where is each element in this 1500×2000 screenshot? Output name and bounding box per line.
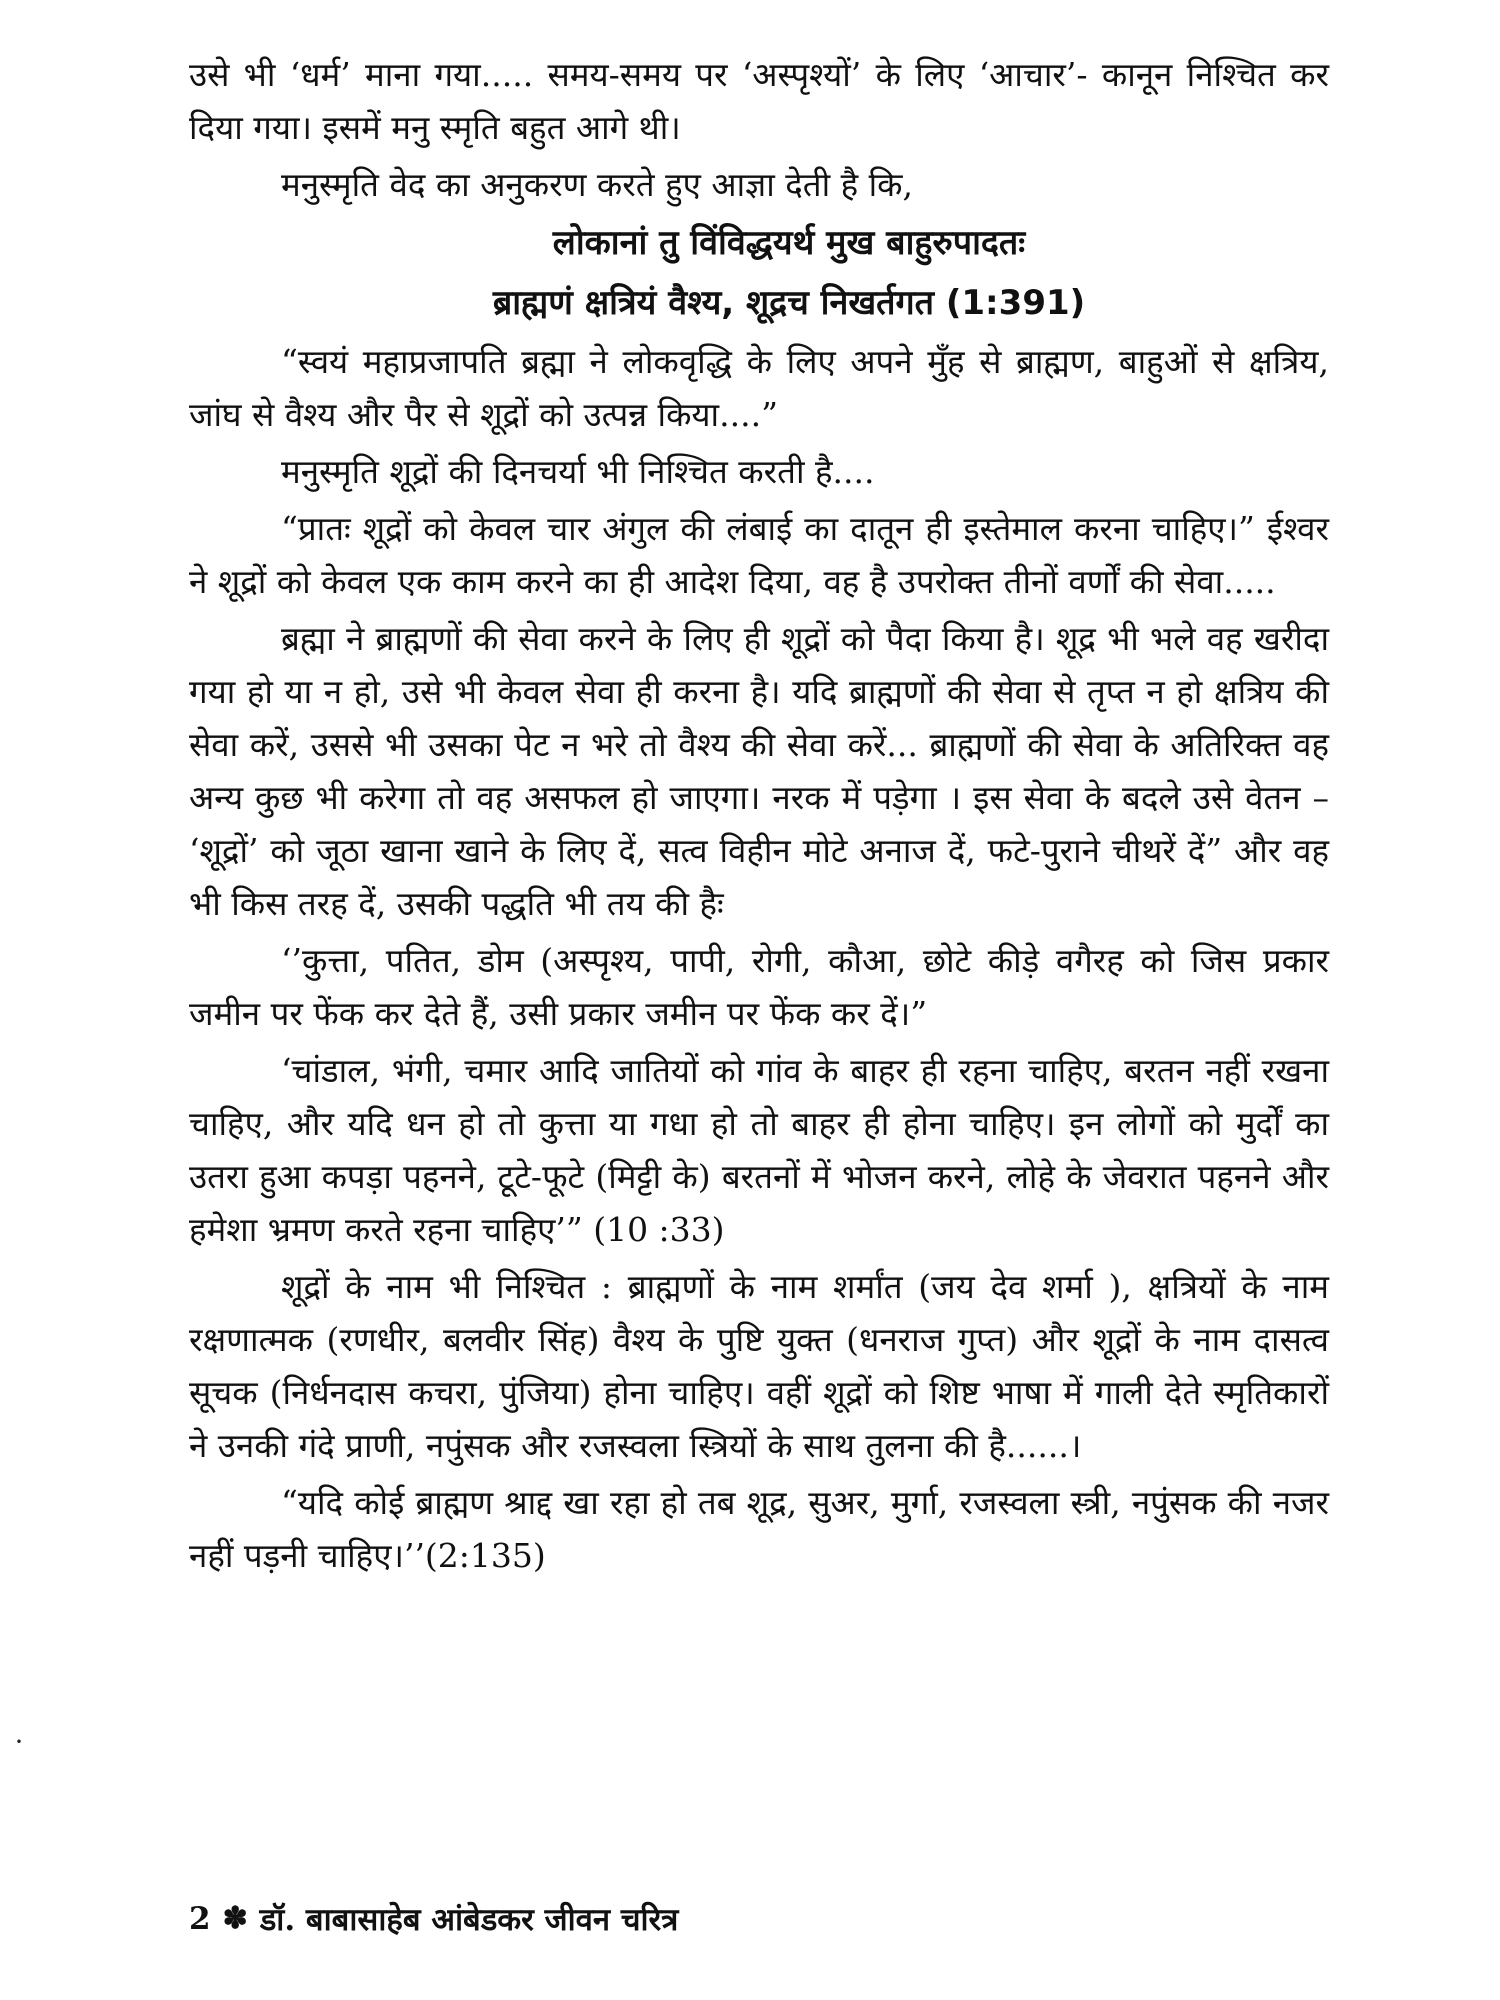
stray-dot-mark: · — [14, 1725, 24, 1758]
paragraph-daily-routine: मनुस्मृति शूद्रों की दिनचर्या भी निश्चित करती है.... — [281, 452, 875, 491]
paragraph-quote-creation: “स्वयं महाप्रजापति ब्रह्मा ने लोकवृद्धि के लिए अपने मुँह से ब्राह्मण, बाहुओं से क्षत्रिय, जांघ से वैश्य और पैर से शूद्रों को उत्पन्न किया....” — [189, 342, 1329, 434]
paragraph-names: शूद्रों के नाम भी निश्चित : ब्राह्मणों के नाम शर्मांत (जय देव शर्मा ), क्षत्रियों के नाम रक्षणात्मक (रणधीर, बलवीर सिंह) वैश्य के पुष्टि युक्त (धनराज गुप्त) और शूद्रों के नाम दासत्व सूचक (निर्धनदास कचरा, पुंजिया) होना चाहिए। वहीं शूद्रों को शिष्ट भाषा में गाली देते स्मृतिकारों ने उनकी गंदे प्राणी, नपुंसक और रजस्वला स्त्रियों के साथ तुलना की है......। — [189, 1267, 1329, 1465]
page-body — [189, 48, 1329, 1586]
page-footer — [189, 1898, 678, 1940]
paragraph-manusmriti-command: मनुस्मृति वेद का अनुकरण करते हुए आज्ञा देती है कि, — [281, 165, 914, 204]
flower-ornament-icon: ✽ — [222, 1901, 248, 1936]
paragraph-quote-datun: “प्रातः शूद्रों को केवल चार अंगुल की लंबाई का दातून ही इस्तेमाल करना चाहिए।” ईश्वर ने शूद्रों को केवल एक काम करने का ही आदेश दिया, वह है उपरोक्त तीनों वर्णों की सेवा..... — [189, 509, 1329, 601]
verse-block — [189, 215, 1329, 331]
paragraph-service: ब्रह्मा ने ब्राह्मणों की सेवा करने के लिए ही शूद्रों को पैदा किया है। शूद्र भी भले वह खरीदा गया हो या न हो, उसे भी केवल सेवा ही करना है। यदि ब्राह्मणों की सेवा से तृप्त न हो क्षत्रिय की सेवा करें, उससे भी उसका पेट न भरे तो वैश्य की सेवा करें... ब्राह्मणों की सेवा के अतिरिक्त वह अन्य कुछ भी करेगा तो वह असफल हो जाएगा। नरक में पड़ेगा । इस सेवा के बदले उसे वेतन – ‘शूद्रों’ को जूठा खाना खाने के लिए दें, सत्व विहीन मोटे अनाज दें, फटे-पुराने चीथरें दें” और वह भी किस तरह दें, उसकी पद्धति भी तय की हैः — [189, 619, 1329, 923]
verse-line-1: लोकानां तु विंविद्धयर्थ मुख बाहुरुपादतः — [552, 223, 1026, 263]
page-number: 2 — [189, 1901, 211, 1937]
paragraph-quote-shraddh: “यदि कोई ब्राह्मण श्राद्द खा रहा हो तब शूद्र, सुअर, मुर्गा, रजस्वला स्त्री, नपुंसक की नजर नहीं पड़नी चाहिए।’’(2:135) — [189, 1483, 1329, 1575]
paragraph-quote-dog: ‘’कुत्ता, पतित, डोम (अस्पृश्य, पापी, रोगी, कौआ, छोटे कीड़े वगैरह को जिस प्रकार जमीन पर फेंक कर देते हैं, उसी प्रकार जमीन पर फेंक कर दें।” — [189, 941, 1329, 1033]
paragraph-quote-chandal: ‘चांडाल, भंगी, चमार आदि जातियों को गांव के बाहर ही रहना चाहिए, बरतन नहीं रखना चाहिए, और यदि धन हो तो कुत्ता या गधा हो तो बाहर ही होना चाहिए। इन लोगों को मुर्दों का उतरा हुआ कपड़ा पहनने, टूटे-फूटे (मिट्टी के) बरतनों में भोजन करने, लोहे के जेवरात पहनने और हमेशा भ्रमण करते रहना चाहिए’” (10 :33) — [189, 1051, 1329, 1249]
book-title: डॉ. बाबासाहेब आंबेडकर जीवन चरित्र — [259, 1902, 679, 1938]
verse-line-2: ब्राह्मणं क्षत्रियं वैश्य, शूद्रच निखर्तगत (1:391) — [492, 283, 1086, 323]
paragraph-intro: उसे भी ‘धर्म’ माना गया..... समय-समय पर ‘अस्पृश्यों’ के लिए ‘आचार’- कानून निश्चित कर दिया गया। इसमें मनु स्मृति बहुत आगे थी। — [189, 55, 1329, 147]
